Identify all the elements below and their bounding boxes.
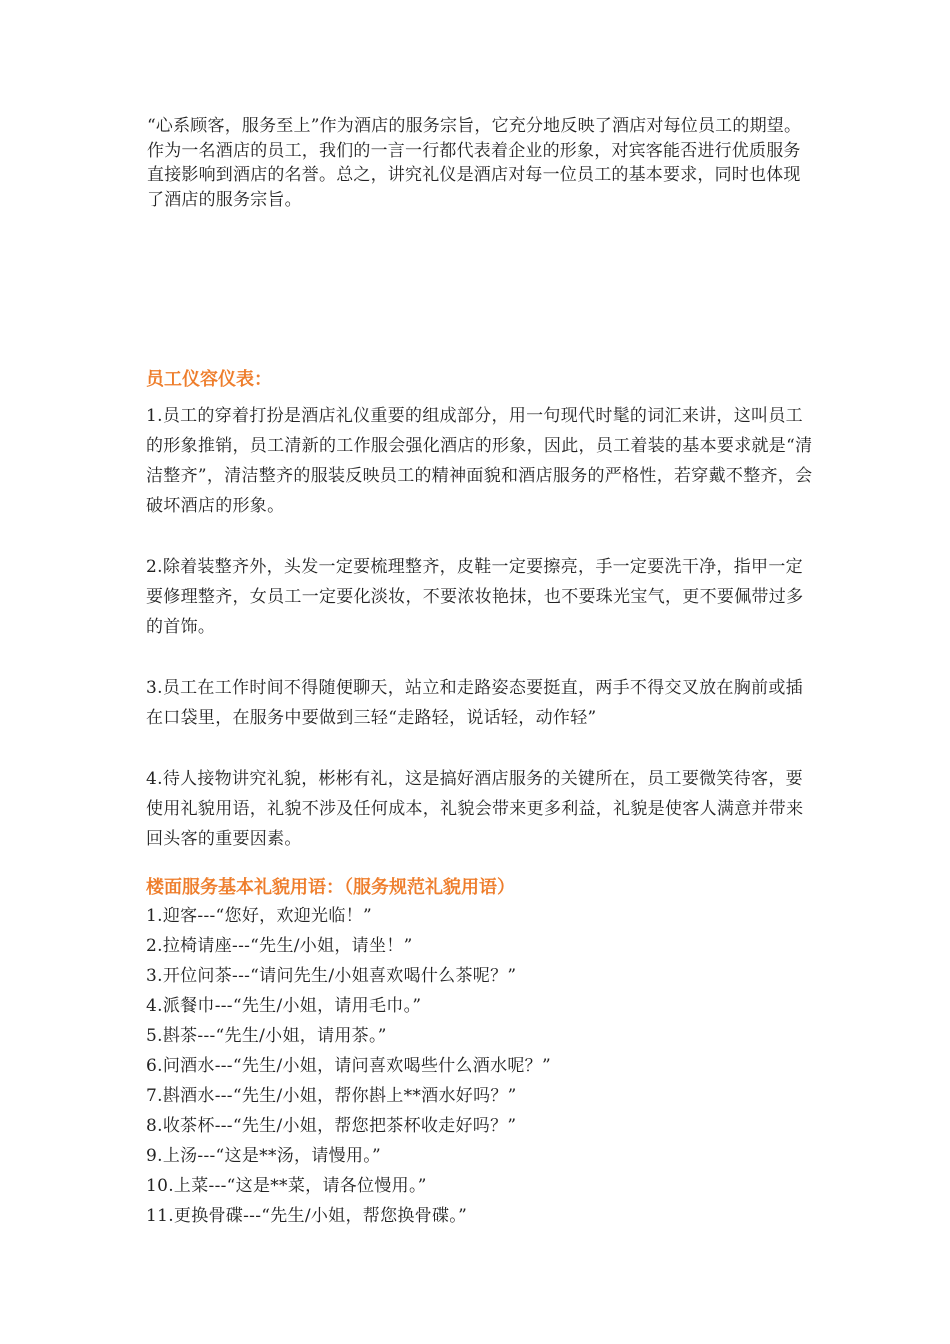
list-item: 6.问酒水---“先生/小姐，请问喜欢喝些什么酒水呢？” (146, 1056, 551, 1076)
list-item: 3.开位问茶---“请问先生/小姐喜欢喝什么茶呢？” (146, 966, 517, 986)
appearance-paragraph-2: 2.除着装整齐外，头发一定要梳理整齐，皮鞋一定要擦亮，手一定要洗干净，指甲一定要修理整齐，女员工一定要化淡妆，不要浓妆艳抹，也不要珠光宝气，更不要佩带过多的首饰。 (146, 557, 804, 637)
list-item: 9.上汤---“这是**汤，请慢用。” (146, 1146, 382, 1166)
phrases-heading: 楼面服务基本礼貌用语：（服务规范礼貌用语） (146, 877, 515, 898)
intro-paragraph: “心系顾客，服务至上”作为酒店的服务宗旨，它充分地反映了酒店对每位员工的期望。作为一名酒店的员工，我们的一言一行都代表着企业的形象，对宾客能否进行优质服务直接影响到酒店的名誉。总之，讲究礼仪是酒店对每一位员工的基本要求，同时也体现了酒店的服务宗旨。 (147, 116, 802, 210)
appearance-paragraph-4: 4.待人接物讲究礼貌，彬彬有礼，这是搞好酒店服务的关键所在，员工要微笑待客，要使用礼貌用语，礼貌不涉及任何成本，礼貌会带来更多利益，礼貌是使客人满意并带来回头客的重要因素。 (146, 769, 804, 849)
list-item: 11.更换骨碟---“先生/小姐，帮您换骨碟。” (146, 1206, 468, 1226)
appearance-paragraph-1: 1.员工的穿着打扮是酒店礼仪重要的组成部分，用一句现代时髦的词汇来讲，这叫员工的形象推销，员工清新的工作服会强化酒店的形象，因此，员工着装的基本要求就是“清洁整齐”，清洁整齐的服装反映员工的精神面貌和酒店服务的严格性，若穿戴不整齐，会破坏酒店的形象。 (146, 406, 813, 516)
list-item: 1.迎客---“您好，欢迎光临！” (146, 906, 372, 926)
list-item: 8.收茶杯---“先生/小姐，帮您把茶杯收走好吗？” (146, 1116, 517, 1136)
appearance-heading: 员工仪容仪表： (146, 369, 272, 390)
phrases-section (146, 876, 816, 1231)
phrases-list (146, 901, 816, 1231)
list-item: 7.斟酒水---“先生/小姐，帮你斟上**酒水好吗？” (146, 1086, 517, 1106)
list-item: 10.上菜---“这是**菜，请各位慢用。” (146, 1176, 427, 1196)
appearance-paragraph-3: 3.员工在工作时间不得随便聊天，站立和走路姿态要挺直，两手不得交叉放在胸前或插在口袋里，在服务中要做到三轻“走路轻，说话轻，动作轻” (146, 678, 803, 728)
list-item: 4.派餐巾---“先生/小姐，请用毛巾。” (146, 996, 422, 1016)
appearance-section (146, 368, 816, 854)
list-item: 5.斟茶---“先生/小姐，请用茶。” (146, 1026, 387, 1046)
appearance-body (146, 401, 816, 854)
list-item: 2.拉椅请座---“先生/小姐，请坐！” (146, 936, 413, 956)
